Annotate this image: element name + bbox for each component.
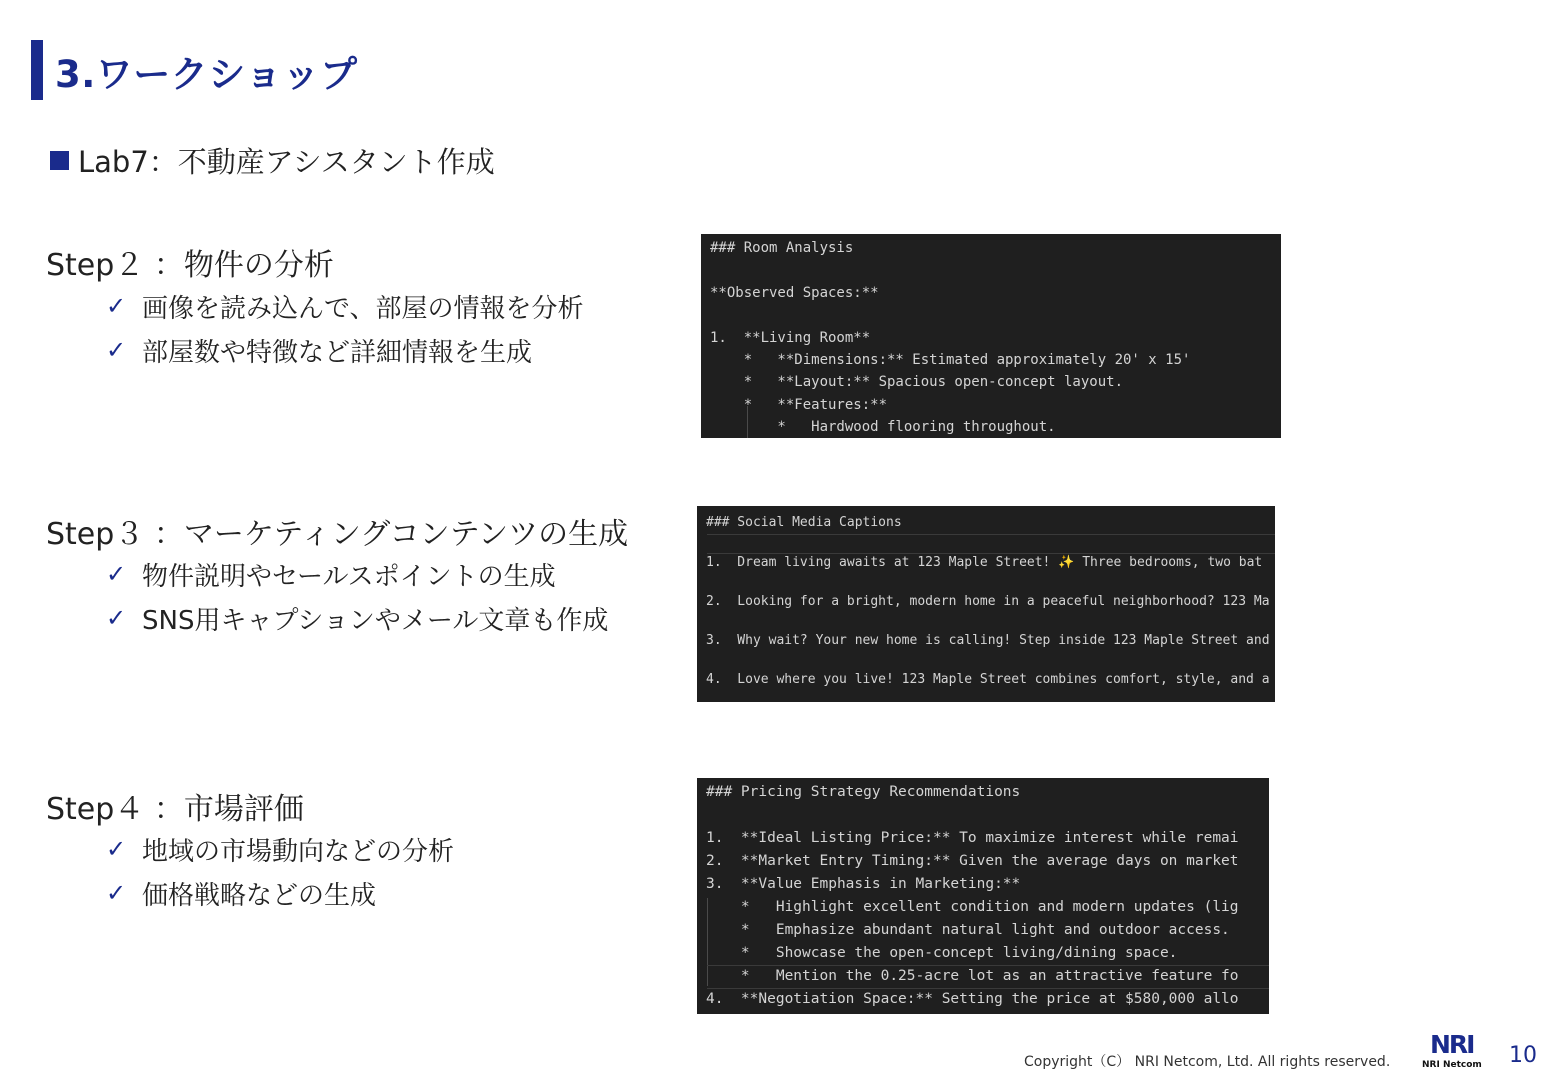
code-line: 2. **Market Entry Timing:** Given the average days on market <box>706 853 1239 869</box>
code-line: * Showcase the open-concept living/dining space. <box>706 945 1178 961</box>
code-line: 4. **Negotiation Space:** Setting the price at $580,000 allo <box>706 991 1239 1007</box>
code-line: * **Layout:** Spacious open-concept layout. <box>710 374 1124 390</box>
code-line: ### Pricing Strategy Recommendations <box>706 784 1021 800</box>
checkmark-icon: ✓ <box>106 879 127 907</box>
nri-logo-text: NRI Netcom <box>1422 1060 1482 1070</box>
code-line: **Observed Spaces:** <box>710 285 879 301</box>
lab-heading <box>50 140 495 181</box>
code-line: 3. **Value Emphasis in Marketing:** <box>706 876 1021 892</box>
list-item: ✓ 画像を読み込んで、部屋の情報を分析 <box>106 292 584 324</box>
code-line: * Emphasize abundant natural light and outdoor access. <box>706 922 1230 938</box>
nri-logo-mark: NRI <box>1430 1030 1474 1059</box>
code-line: * Highlight excellent condition and modern updates (lig <box>706 899 1239 915</box>
title-accent-bar <box>31 40 43 100</box>
step-2-title: Step２ ：物件の分析 <box>46 248 334 283</box>
code-line: * Hardwood flooring throughout. <box>710 419 1056 435</box>
copyright-text: Copyright（C） NRI Netcom, Ltd. All rights reserved. <box>1024 1054 1391 1070</box>
checkmark-icon: ✓ <box>106 604 127 632</box>
code-line: 4. Love where you live! 123 Maple Street combines comfort, style, and a <box>706 672 1270 687</box>
code-line: 1. **Ideal Listing Price:** To maximize interest while remai <box>706 830 1239 846</box>
step-4-bullets <box>106 827 454 915</box>
step-2-bullets <box>106 284 583 372</box>
list-item: ✓ 地域の市場動向などの分析 <box>106 835 455 867</box>
lab-label: Lab7：不動産アシスタント作成 <box>78 145 495 179</box>
list-item: ✓ 物件説明やセールスポイントの生成 <box>106 560 556 592</box>
square-bullet-icon <box>50 151 69 170</box>
code-line: ### Social Media Captions <box>706 515 902 530</box>
list-item: ✓ SNS用キャプションやメール文章も作成 <box>106 604 609 636</box>
code-line: 1. **Living Room** <box>710 330 871 346</box>
code-line: * Mention the 0.25-acre lot as an attractive feature fo <box>706 968 1239 984</box>
checkmark-icon: ✓ <box>106 560 127 588</box>
line-highlight <box>707 534 1275 554</box>
code-line: * **Dimensions:** Estimated approximately 20' x 15' <box>710 352 1191 368</box>
checkmark-icon: ✓ <box>106 835 127 863</box>
code-line: 2. Looking for a bright, modern home in a peaceful neighborhood? 123 Ma <box>706 594 1270 609</box>
code-line: * **Features:** <box>710 397 888 413</box>
page-number: 10 <box>1509 1043 1537 1068</box>
page-title: 3.ワークショップ <box>55 53 358 96</box>
checkmark-icon: ✓ <box>106 336 127 364</box>
code-line: ### Room Analysis <box>710 240 854 256</box>
step-3-bullets <box>106 552 608 640</box>
nri-netcom-logo <box>1422 1030 1486 1074</box>
checkmark-icon: ✓ <box>106 292 127 320</box>
sparkle-icon: ✨ <box>1058 555 1075 570</box>
code-line: 3. Why wait? Your new home is calling! Step inside 123 Maple Street and <box>706 633 1270 648</box>
social-captions-screenshot <box>697 506 1275 702</box>
list-item: ✓ 価格戦略などの生成 <box>106 879 377 911</box>
step-3-title: Step３ ：マーケティングコンテンツの生成 <box>46 517 629 552</box>
pricing-strategy-screenshot <box>697 778 1269 1014</box>
code-line: 1. Dream living awaits at 123 Maple Street! ✨ Three bedrooms, two bat <box>706 555 1263 570</box>
room-analysis-screenshot <box>701 234 1281 438</box>
step-4-title: Step４ ：市場評価 <box>46 792 304 827</box>
list-item: ✓ 部屋数や特徴など詳細情報を生成 <box>106 336 533 368</box>
